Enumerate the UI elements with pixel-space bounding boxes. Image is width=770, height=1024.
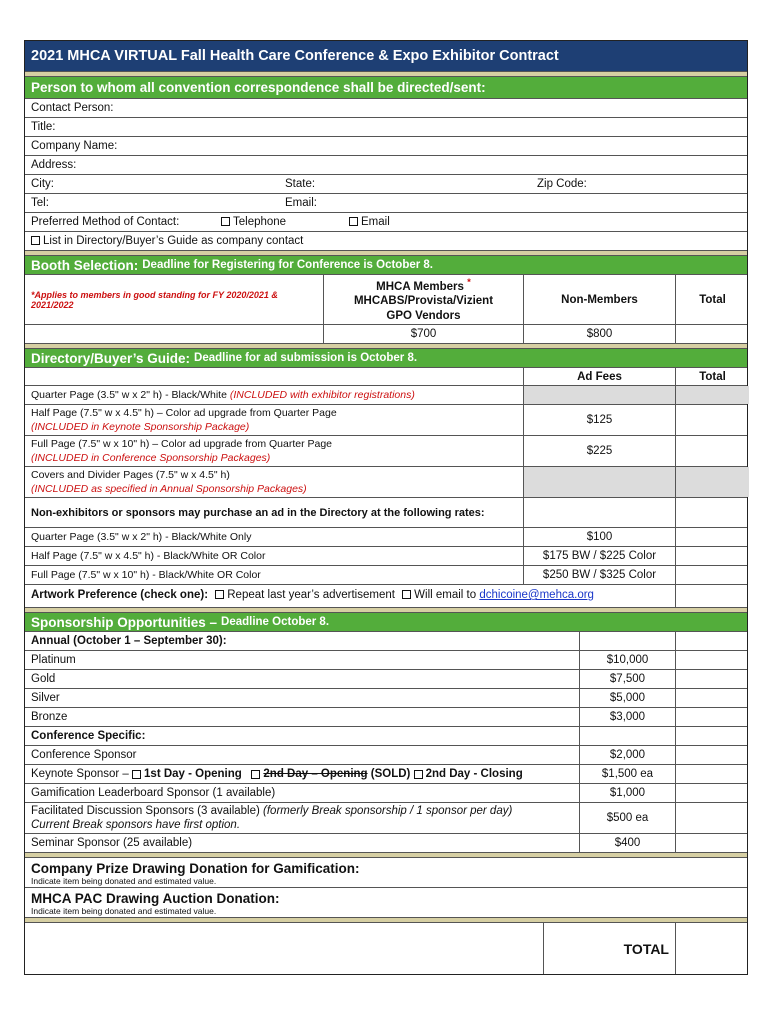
rate-full-desc: Full Page (7.5" w x 10" h) - Black/White OR Color <box>31 569 261 581</box>
grand-total-row <box>25 922 747 974</box>
pac-donation-title: MHCA PAC Drawing Auction Donation: <box>31 891 280 906</box>
artwork-email-link[interactable]: dchicoine@mehca.org <box>479 589 594 601</box>
half-page-row <box>25 404 747 435</box>
keynote-row <box>25 764 747 783</box>
gamification-price: $1,000 <box>579 784 675 802</box>
keynote-day2-opening-checkbox <box>251 770 260 779</box>
quarter-page-note: (INCLUDED with exhibitor registrations) <box>229 389 415 401</box>
prize-donation-title: Company Prize Drawing Donation for Gamification: <box>31 861 360 876</box>
repeat-ad-label: Repeat last year’s advertisement <box>227 589 395 601</box>
title-row[interactable] <box>25 117 747 136</box>
seminar-row <box>25 833 747 852</box>
gold-row <box>25 669 747 688</box>
platinum-label: Platinum <box>31 654 76 666</box>
keynote-day1-checkbox[interactable] <box>132 770 141 779</box>
title-label: Title: <box>31 121 56 133</box>
sponsorship-header-label: Sponsorship Opportunities – <box>31 614 218 630</box>
full-page-desc <box>25 436 523 466</box>
covers-fee-cell <box>523 467 675 497</box>
rate-quarter-total-field[interactable] <box>675 528 749 546</box>
nonexhibitors-total-cell <box>675 498 749 527</box>
gold-total-field[interactable] <box>675 670 749 688</box>
platinum-price: $10,000 <box>579 651 675 669</box>
contact-person-row[interactable] <box>25 98 747 117</box>
ad-fees-header: Ad Fees <box>523 368 675 385</box>
facilitated-priority-note: Current Break sponsors have first option. <box>31 819 241 831</box>
conference-sponsor-total-field[interactable] <box>675 746 749 764</box>
conference-specific-label: Conference Specific: <box>31 730 146 742</box>
keynote-options <box>25 765 579 783</box>
grand-total-label: TOTAL <box>543 923 675 974</box>
rate-full-fee: $250 BW / $325 Color <box>523 566 675 584</box>
seminar-price: $400 <box>579 834 675 852</box>
sponsorship-deadline: Deadline October 8. <box>221 616 330 628</box>
members-asterisk: * <box>467 276 471 288</box>
booth-note: *Applies to members in good standing for FY 2020/2021 & 2021/2022 <box>31 289 278 310</box>
silver-total-field[interactable] <box>675 689 749 707</box>
keynote-day2-closing-label: 2nd Day - Closing <box>425 768 523 780</box>
facilitated-total-field[interactable] <box>675 803 749 833</box>
annual-label: Annual (October 1 – September 30): <box>31 635 227 647</box>
artwork-label: Artwork Preference (check one): <box>31 589 209 601</box>
booth-total-header: Total <box>675 275 749 324</box>
preferred-contact-row <box>25 212 747 231</box>
keynote-label: Keynote Sponsor – <box>31 768 129 780</box>
conference-sponsor-label: Conference Sponsor <box>31 749 137 761</box>
members-line2: MHCABS/Provista/Vizient <box>353 295 494 308</box>
half-page-total-field[interactable] <box>675 405 749 435</box>
members-line1: MHCA Members <box>376 280 464 293</box>
silver-label: Silver <box>31 692 60 704</box>
annual-label-row <box>25 631 747 650</box>
zip-label: Zip Code: <box>537 178 587 190</box>
conference-label-row <box>25 726 747 745</box>
members-line3: GPO Vendors <box>386 310 461 323</box>
prize-donation <box>31 861 360 886</box>
half-page-desc <box>25 405 523 435</box>
tel-row[interactable] <box>25 193 747 212</box>
full-page-total-field[interactable] <box>675 436 749 466</box>
full-page-note: (INCLUDED in Conference Sponsorship Packages) <box>31 452 271 464</box>
nonmember-price: $800 <box>523 325 675 343</box>
rate-quarter-row <box>25 527 747 546</box>
rate-half-total-field[interactable] <box>675 547 749 565</box>
rate-half-row <box>25 546 747 565</box>
ad-total-header: Total <box>675 368 749 385</box>
rate-full-row <box>25 565 747 584</box>
facilitated-row <box>25 802 747 833</box>
full-page-row <box>25 435 747 466</box>
company-label: Company Name: <box>31 140 118 152</box>
directory-deadline: Deadline for ad submission is October 8. <box>194 352 418 364</box>
quarter-page-text: Quarter Page (3.5" w x 2" h) - Black/White <box>31 389 227 401</box>
half-page-text: Half Page (7.5" w x 4.5" h) – Color ad upgrade from Quarter Page <box>31 407 337 419</box>
covers-note: (INCLUDED as specified in Annual Sponsorship Packages) <box>31 483 307 495</box>
company-row[interactable] <box>25 136 747 155</box>
will-email-checkbox[interactable] <box>402 590 411 599</box>
city-label: City: <box>31 178 54 190</box>
member-price: $700 <box>323 325 523 343</box>
members-column-header <box>323 275 523 324</box>
keynote-price: $1,500 ea <box>579 765 675 783</box>
seminar-label: Seminar Sponsor (25 available) <box>31 837 193 849</box>
rate-half-desc: Half Page (7.5" w x 4.5" h) - Black/White OR Color <box>31 550 266 562</box>
conference-label-total-cell <box>675 727 749 745</box>
nonexhibitors-fee-cell <box>523 498 675 527</box>
list-directory-label: List in Directory/Buyer’s Guide as company contact <box>43 235 304 247</box>
facilitated-text: Facilitated Discussion Sponsors (3 available) <box>31 805 260 817</box>
email-checkbox[interactable] <box>349 217 358 226</box>
booth-total-field[interactable] <box>675 325 749 343</box>
bronze-total-field[interactable] <box>675 708 749 726</box>
artwork-preference <box>31 589 594 601</box>
gamification-label: Gamification Leaderboard Sponsor (1 available) <box>31 787 276 799</box>
pac-donation-note: Indicate item being donated and estimated value. <box>31 906 217 916</box>
booth-section-header <box>25 255 747 274</box>
annual-price-cell <box>579 632 675 650</box>
nonexhibitors-note: Non-exhibitors or sponsors may purchase an ad in the Directory at the following rates: <box>31 506 485 519</box>
rate-quarter-fee: $100 <box>523 528 675 546</box>
covers-text: Covers and Divider Pages (7.5" w x 4.5" h) <box>31 469 230 481</box>
half-page-fee: $125 <box>523 405 675 435</box>
keynote-sold-label: (SOLD) <box>370 768 411 780</box>
prize-donation-note: Indicate item being donated and estimated value. <box>31 876 217 886</box>
annual-total-cell <box>675 632 749 650</box>
full-page-fee: $225 <box>523 436 675 466</box>
keynote-day2-closing-checkbox[interactable] <box>414 770 423 779</box>
list-directory-option[interactable] <box>31 235 303 247</box>
conference-label-price-cell <box>579 727 675 745</box>
email-label: Email: <box>285 197 317 209</box>
bronze-price: $3,000 <box>579 708 675 726</box>
full-page-text: Full Page (7.5" w x 10" h) – Color ad upgrade from Quarter Page <box>31 438 333 450</box>
list-directory-checkbox[interactable] <box>31 236 40 245</box>
rate-half-fee: $175 BW / $225 Color <box>523 547 675 565</box>
gold-price: $7,500 <box>579 670 675 688</box>
email-option-label: Email <box>361 216 390 228</box>
telephone-option[interactable] <box>221 216 286 228</box>
facilitated-price: $500 ea <box>579 803 675 833</box>
keynote-total-field[interactable] <box>675 765 749 783</box>
quarter-page-row <box>25 385 747 404</box>
gamification-row <box>25 783 747 802</box>
list-directory-row <box>25 231 747 250</box>
nonmembers-column-header: Non-Members <box>523 275 675 324</box>
pac-donation-row[interactable] <box>25 887 747 917</box>
silver-price: $5,000 <box>579 689 675 707</box>
directory-columns-row <box>25 367 747 385</box>
form-title: 2021 MHCA VIRTUAL Fall Health Care Conference & Expo Exhibitor Contract <box>25 41 747 71</box>
directory-section-header <box>25 348 747 367</box>
keynote-day2-opening-label: 2nd Day – Opening <box>263 768 368 780</box>
directory-header-label: Directory/Buyer’s Guide: <box>31 350 191 366</box>
conference-sponsor-price: $2,000 <box>579 746 675 764</box>
telephone-checkbox[interactable] <box>221 217 230 226</box>
address-row[interactable] <box>25 155 747 174</box>
booth-header-row <box>25 274 747 324</box>
preferred-contact-label: Preferred Method of Contact: <box>31 216 180 228</box>
will-email-label: Will email to <box>414 589 477 601</box>
artwork-row <box>25 584 747 607</box>
facilitated-note: (formerly Break sponsorship / 1 sponsor per day) <box>263 805 513 817</box>
conference-sponsor-row <box>25 745 747 764</box>
seminar-total-field[interactable] <box>675 834 749 852</box>
rate-full-total-field[interactable] <box>675 566 749 584</box>
half-page-note: (INCLUDED in Keynote Sponsorship Package) <box>31 421 250 433</box>
exhibitor-contract-form <box>24 40 748 975</box>
pac-donation <box>31 891 279 916</box>
repeat-ad-checkbox[interactable] <box>215 590 224 599</box>
state-label: State: <box>285 178 316 190</box>
covers-row <box>25 466 747 497</box>
booth-deadline: Deadline for Registering for Conference is October 8. <box>142 259 434 271</box>
contact-section-header: Person to whom all convention correspondence shall be directed/sent: <box>25 76 747 98</box>
booth-header-label: Booth Selection: <box>31 257 139 273</box>
platinum-total-field[interactable] <box>675 651 749 669</box>
nonexhibitors-row <box>25 497 747 527</box>
platinum-row <box>25 650 747 669</box>
rate-quarter-desc: Quarter Page (3.5" w x 2" h) - Black/White Only <box>31 531 252 543</box>
prize-donation-row[interactable] <box>25 857 747 887</box>
city-row[interactable] <box>25 174 747 193</box>
quarter-total-cell <box>675 386 749 404</box>
booth-note-cell <box>25 275 323 324</box>
bronze-label: Bronze <box>31 711 68 723</box>
sponsorship-section-header <box>25 612 747 631</box>
tel-label: Tel: <box>31 197 49 209</box>
quarter-fee-cell <box>523 386 675 404</box>
bronze-row <box>25 707 747 726</box>
gold-label: Gold <box>31 673 56 685</box>
keynote-day1-label: 1st Day - Opening <box>144 768 242 780</box>
artwork-total-cell <box>675 585 749 607</box>
gamification-total-field[interactable] <box>675 784 749 802</box>
email-option[interactable] <box>349 216 390 228</box>
booth-price-row <box>25 324 747 343</box>
address-label: Address: <box>31 159 77 171</box>
quarter-page-desc <box>25 386 523 404</box>
facilitated-desc <box>25 803 579 833</box>
contact-person-label: Contact Person: <box>31 102 114 114</box>
grand-total-field[interactable] <box>675 923 749 974</box>
telephone-option-label: Telephone <box>233 216 287 228</box>
covers-desc <box>25 467 523 497</box>
covers-total-cell <box>675 467 749 497</box>
silver-row <box>25 688 747 707</box>
